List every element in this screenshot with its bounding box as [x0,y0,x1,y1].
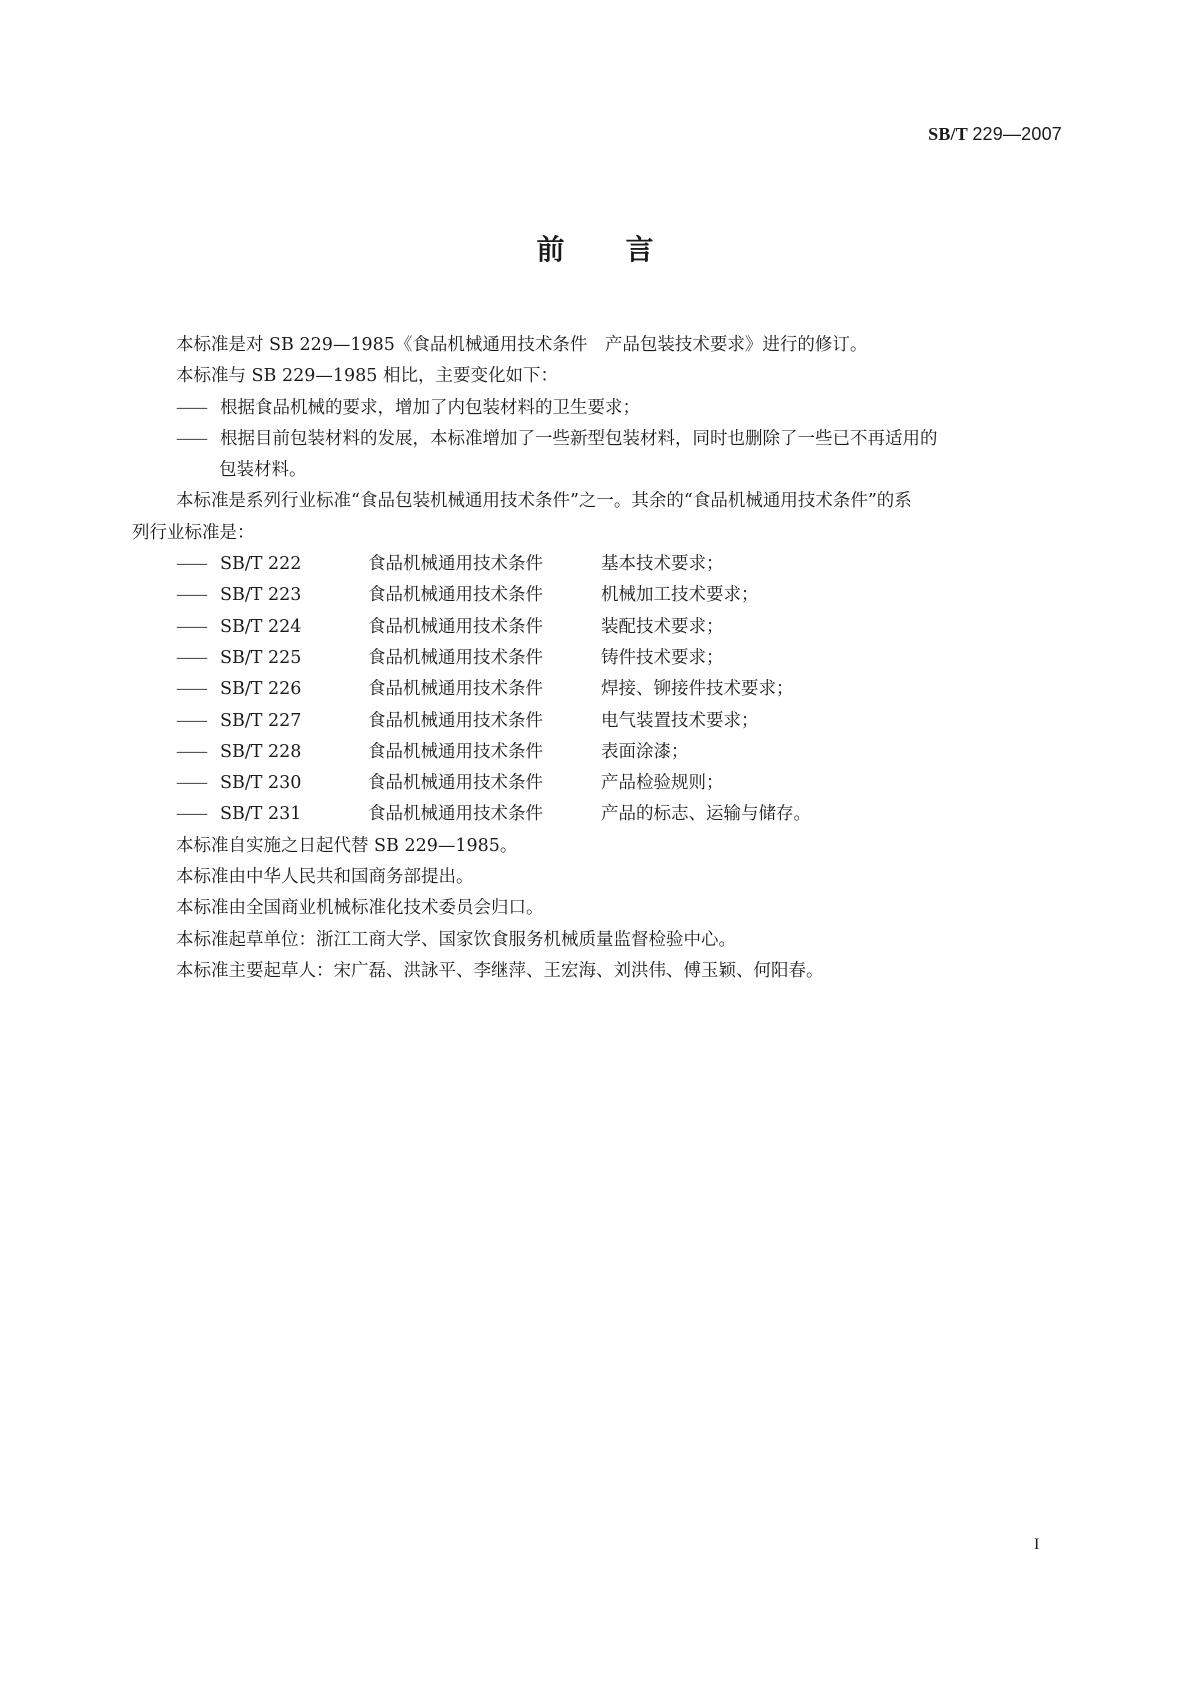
standard-code-header [928,124,1062,145]
list-item: —— SB/T 222 食品机械通用技术条件 基本技术要求； [176,554,724,575]
paragraph-proposed-by: 本标准由中华人民共和国商务部提出。 [176,867,474,888]
paragraph-replaces: 本标准自实施之日起代替 SB 229—1985。 [176,835,518,856]
title-char-1: 前 [536,233,566,266]
dash-mark: —— [176,397,205,418]
paragraph-changes-intro: 本标准与 SB 229—1985 相比，主要变化如下： [176,366,558,387]
list-item: —— SB/T 226 食品机械通用技术条件 焊接、铆接件技术要求； [176,679,794,700]
list-item: —— SB/T 230 食品机械通用技术条件 产品检验规则； [176,773,724,794]
list-item: —— SB/T 227 食品机械通用技术条件 电气装置技术要求； [176,710,759,731]
list-item: —— SB/T 224 食品机械通用技术条件 装配技术要求； [176,616,724,637]
paragraph-centralized-by: 本标准由全国商业机械标准化技术委员会归口。 [176,898,544,919]
list-item: —— SB/T 228 食品机械通用技术条件 表面涂漆； [176,741,689,762]
paragraph-series-line1: 本标准是系列行业标准“食品包装机械通用技术条件”之一。其余的“食品机械通用技术条件”的系 [176,491,912,512]
related-standards-list [132,549,1060,831]
paragraph-drafters: 本标准主要起草人：宋广磊、洪詠平、李继萍、王宏海、刘洪伟、傅玉颖、何阳春。 [176,960,824,981]
standard-code-prefix: SB/T [928,124,968,144]
list-item: —— SB/T 223 食品机械通用技术条件 机械加工技术要求； [176,585,759,606]
list-item: —— SB/T 225 食品机械通用技术条件 铸件技术要求； [176,647,724,668]
change-item-1: —— 根据食品机械的要求，增加了内包装材料的卫生要求； [132,393,1060,424]
paragraph-series-line2: 列行业标准是： [132,522,255,543]
foreword-body [132,330,1060,987]
paragraph-revision: 本标准是对 SB 229—1985《食品机械通用技术条件 产品包装技术要求》进行的修订。 [176,335,868,355]
page-title [0,228,1191,268]
title-char-2: 言 [625,233,655,266]
list-item: —— SB/T 231 食品机械通用技术条件 产品的标志、运输与储存。 [176,804,811,825]
page-number: I [1034,1536,1040,1553]
standard-code-number: 229—2007 [972,124,1062,144]
paragraph-drafting-units: 本标准起草单位：浙江工商大学、国家饮食服务机械质量监督检验中心。 [176,929,736,950]
change-item-2-continued: 包装材料。 [219,460,307,481]
dash-mark: —— [176,428,205,449]
change-item-2: —— 根据目前包装材料的发展，本标准增加了一些新型包装材料，同时也删除了一些已不再适用的 [132,424,1060,455]
